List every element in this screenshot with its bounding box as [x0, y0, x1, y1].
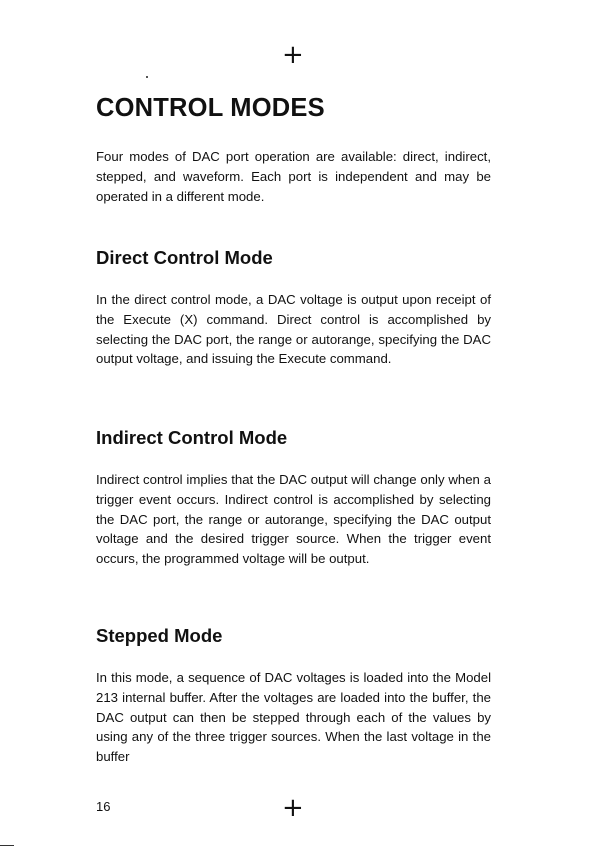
chapter-title: CONTROL MODES: [96, 94, 325, 122]
scan-edge-line: [0, 845, 14, 846]
section-heading-direct-control: Direct Control Mode: [96, 247, 273, 268]
section-body-indirect-control: Indirect control implies that the DAC output will change only when a trigger event occurs. Indirect control is accomplished by selecting the DAC port, the range or autorange, specifying the DAC output voltage and the desired trigger source. When the trigger event occurs, the programmed voltage will be output.: [96, 472, 491, 567]
section-body-direct-control: In the direct control mode, a DAC voltage is output upon receipt of the Execute (X) command. Direct control is accomplished by selecting the DAC port, the range or autorange, specifying the DAC output voltage, and issuing the Execute command.: [96, 292, 491, 367]
section-heading-indirect-control: Indirect Control Mode: [96, 427, 288, 448]
registration-mark-top: +: [282, 40, 304, 70]
page-number: 16: [96, 799, 111, 814]
scan-speck: [146, 76, 148, 78]
intro-paragraph: Four modes of DAC port operation are available: direct, indirect, stepped, and waveform. Each port is independent and may be operated in a different mode.: [96, 149, 491, 204]
section-body-stepped-mode: In this mode, a sequence of DAC voltages is loaded into the Model 213 internal buffer. After the voltages are loaded into the buffer, the DAC output can then be stepped through each of the values by using any of the three trigger sources. When the last voltage in the buffer: [96, 670, 491, 765]
registration-mark-bottom: +: [282, 793, 304, 823]
section-heading-stepped-mode: Stepped Mode: [96, 625, 223, 646]
